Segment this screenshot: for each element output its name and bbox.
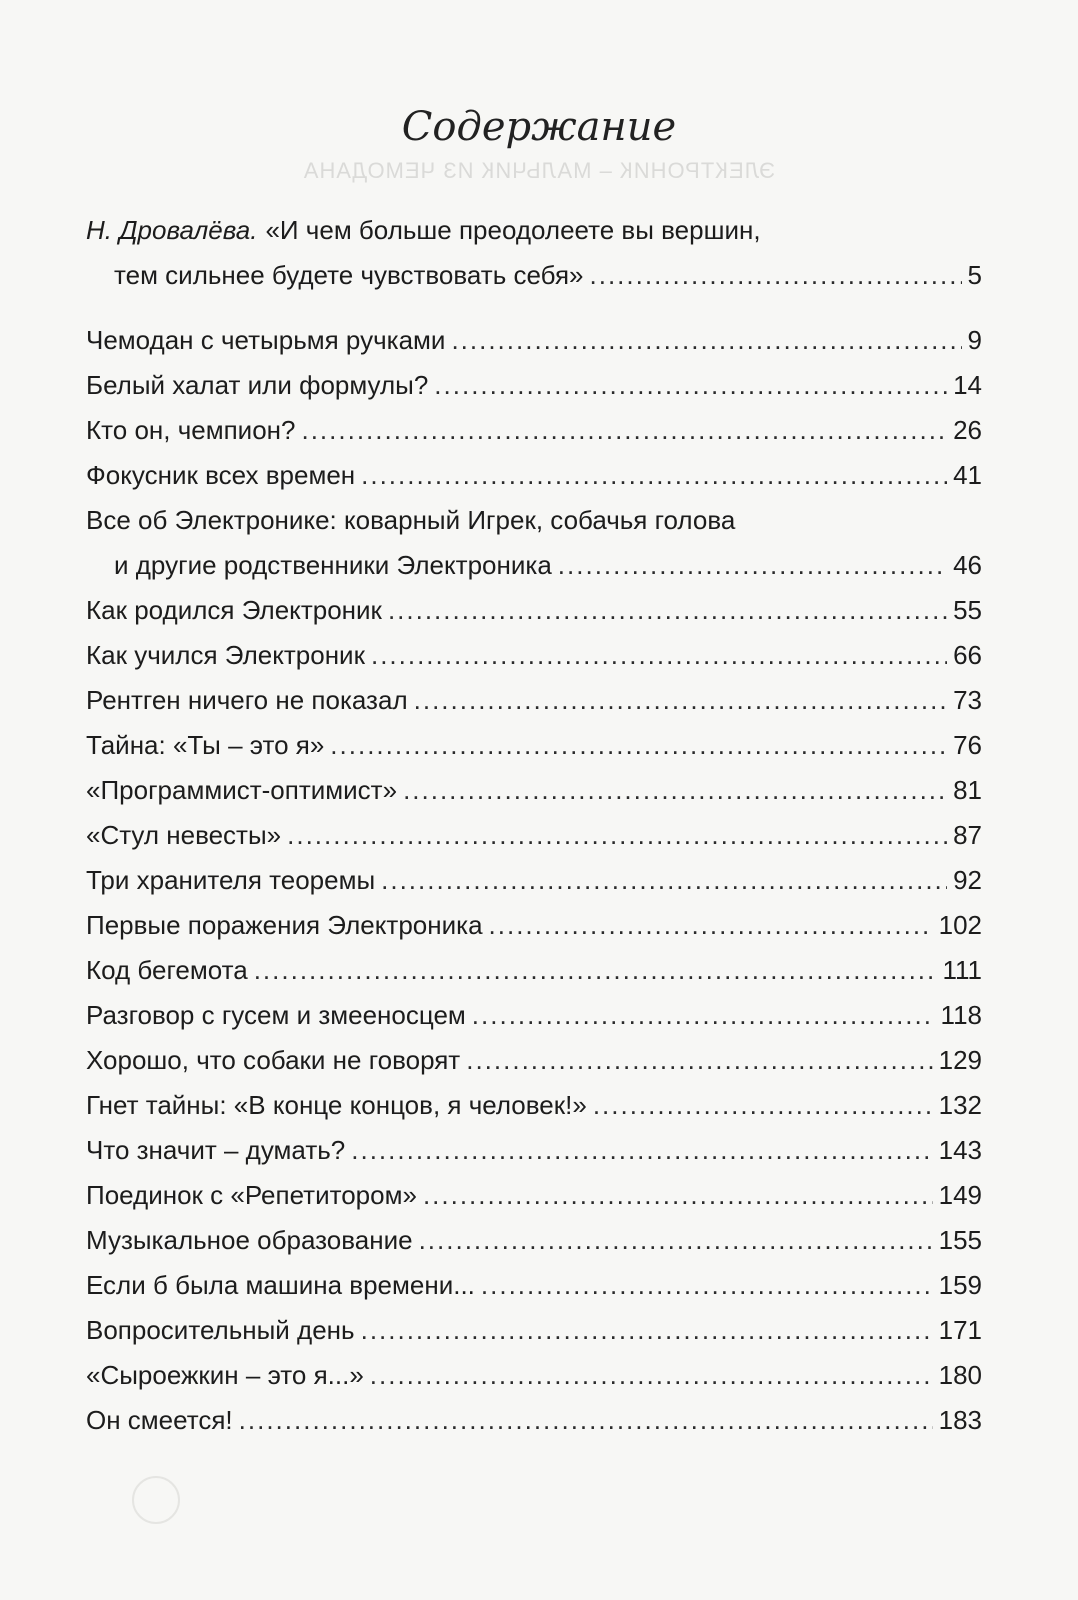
entry-title: Все об Электронике: коварный Игрек, собачья голова: [86, 505, 736, 535]
toc-entry[interactable]: [86, 318, 982, 363]
page-number: 171: [938, 1315, 982, 1345]
toc-entry[interactable]: [86, 1263, 982, 1308]
page-number: 66: [953, 640, 982, 670]
toc-entry[interactable]: [86, 903, 982, 948]
page-number: 87: [953, 820, 982, 850]
toc-entry[interactable]: [86, 498, 982, 588]
page-number: 14: [953, 370, 982, 400]
entry-title: Фокусник всех времен: [86, 460, 356, 490]
entry-title: Разговор с гусем и змееносцем: [86, 1000, 466, 1030]
page-number: 143: [938, 1135, 982, 1165]
dot-leader: [466, 1038, 932, 1083]
page-number: 183: [938, 1405, 982, 1435]
page-number: 76: [953, 730, 982, 760]
entry-title: Чемодан с четырьмя ручками: [86, 325, 446, 355]
page-number: 132: [938, 1090, 982, 1120]
page-number: 73: [953, 685, 982, 715]
dot-leader: [423, 1173, 933, 1218]
entry-title-line2: тем сильнее будете чувствовать себя»: [114, 260, 584, 290]
dot-leader: [361, 1308, 933, 1353]
entry-title: Кто он, чемпион?: [86, 415, 296, 445]
dot-leader: [381, 858, 947, 903]
toc-entry[interactable]: [86, 453, 982, 498]
dot-leader: [419, 1218, 933, 1263]
entry-title: Как учился Электроник: [86, 640, 365, 670]
entry-title: Белый халат или формулы?: [86, 370, 429, 400]
dot-leader: [403, 768, 947, 813]
author-name: Н. Дровалёва.: [86, 215, 258, 245]
toc-entry[interactable]: [86, 993, 982, 1038]
dot-leader: [593, 1083, 933, 1128]
toc-entry[interactable]: [86, 678, 982, 723]
entry-title: Как родился Электроник: [86, 595, 382, 625]
dot-leader: [301, 408, 947, 453]
page-number: 102: [938, 910, 982, 940]
toc-entry[interactable]: [86, 813, 982, 858]
dot-leader: [351, 1128, 932, 1173]
dot-leader: [254, 948, 937, 993]
entry-title: Три хранителя теоремы: [86, 865, 376, 895]
entry-title: Он смеется!: [86, 1405, 233, 1435]
page-number: 26: [953, 415, 982, 445]
toc-entry[interactable]: [86, 363, 982, 408]
page-number: 92: [953, 865, 982, 895]
toc-entry[interactable]: [86, 588, 982, 633]
page-number: 118: [940, 1000, 982, 1030]
toc-entry[interactable]: [86, 1038, 982, 1083]
entry-title: Вопросительный день: [86, 1315, 355, 1345]
toc-entry[interactable]: [86, 858, 982, 903]
entry-title: Поединок с «Репетитором»: [86, 1180, 417, 1210]
toc-entry[interactable]: [86, 1128, 982, 1173]
bleed-through-text: ЭЛЕКТРОНИК – МАЛЬЧИК ИЗ ЧЕМОДАНА: [302, 158, 776, 183]
toc-entry[interactable]: [86, 1083, 982, 1128]
dot-leader: [481, 1263, 933, 1308]
page-number: 55: [953, 595, 982, 625]
entry-title: Рентген ничего не показал: [86, 685, 408, 715]
page-number: 129: [938, 1045, 982, 1075]
page-number: 159: [938, 1270, 982, 1300]
entry-title: Что значит – думать?: [86, 1135, 346, 1165]
toc-entry[interactable]: [86, 408, 982, 453]
dot-leader: [472, 993, 935, 1038]
dot-leader: [371, 633, 947, 678]
page-number-circle: [132, 1476, 180, 1524]
dot-leader: [451, 318, 961, 363]
entry-title-continuation: и другие родственники Электроника: [114, 550, 552, 580]
dot-leader: [388, 588, 947, 633]
entry-title: Гнет тайны: «В конце концов, я человек!»: [86, 1090, 587, 1120]
dot-leader: [489, 903, 933, 948]
entry-title: Тайна: «Ты – это я»: [86, 730, 325, 760]
toc-entry[interactable]: [86, 723, 982, 768]
page-number: 81: [953, 775, 982, 805]
page-title: Содержание: [401, 104, 677, 150]
page-number: 155: [938, 1225, 982, 1255]
dot-leader: [330, 723, 947, 768]
dot-leader: [434, 363, 947, 408]
dot-leader: [239, 1398, 933, 1443]
entry-title: Если б была машина времени...: [86, 1270, 475, 1300]
toc-entry[interactable]: [86, 1398, 982, 1443]
dot-leader: [590, 253, 962, 298]
entry-title: Первые поражения Электроника: [86, 910, 483, 940]
page-number: 111: [942, 955, 982, 985]
toc-entry[interactable]: [86, 1218, 982, 1263]
toc-entry[interactable]: [86, 1308, 982, 1353]
page-number: 9: [967, 325, 982, 355]
entry-title-line1: «И чем больше преодолеете вы вершин,: [265, 215, 761, 245]
dot-leader: [287, 813, 947, 858]
dot-leader: [414, 678, 947, 723]
entry-title: Код бегемота: [86, 955, 248, 985]
toc-entry[interactable]: [86, 768, 982, 813]
page-number: 180: [938, 1360, 982, 1390]
entry-title: «Программист-оптимист»: [86, 775, 398, 805]
table-of-contents: [86, 208, 982, 1443]
entry-title: Хорошо, что собаки не говорят: [86, 1045, 461, 1075]
toc-entry-intro[interactable]: [86, 208, 982, 298]
dot-leader: [558, 543, 947, 588]
toc-entry[interactable]: [86, 1173, 982, 1218]
page-number: 41: [953, 460, 982, 490]
toc-entry[interactable]: [86, 633, 982, 678]
toc-entry[interactable]: [86, 948, 982, 993]
page-number: 149: [938, 1180, 982, 1210]
page-number: 46: [953, 550, 982, 580]
toc-entry[interactable]: [86, 1353, 982, 1398]
page-number: 5: [967, 260, 982, 290]
entry-title: Музыкальное образование: [86, 1225, 413, 1255]
dot-leader: [370, 1353, 933, 1398]
entry-title: «Стул невесты»: [86, 820, 282, 850]
entry-title: «Сыроежкин – это я...»: [86, 1360, 364, 1390]
dot-leader: [361, 453, 947, 498]
